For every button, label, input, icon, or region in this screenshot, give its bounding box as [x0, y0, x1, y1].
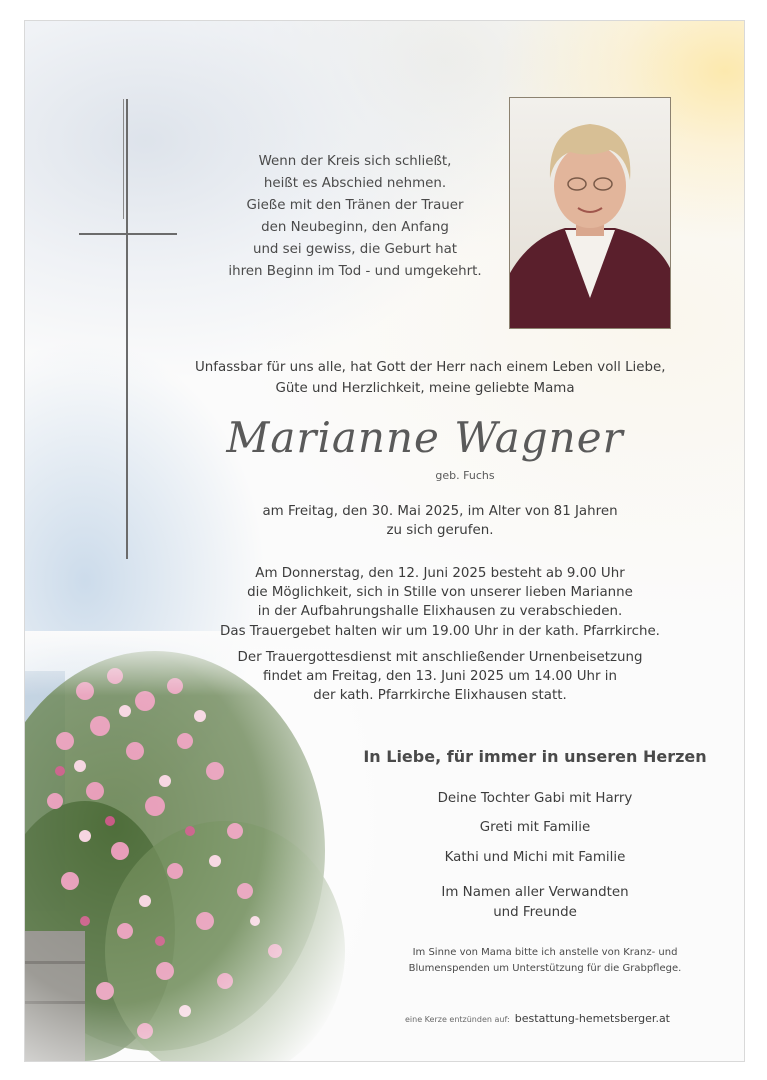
- funeral-line: findet am Freitag, den 13. Juni 2025 um 14.00 Uhr in: [263, 669, 617, 684]
- wake-line: Am Donnerstag, den 12. Juni 2025 besteht ab 9.00 Uhr: [255, 566, 625, 581]
- deceased-name: Marianne Wagner: [226, 413, 624, 462]
- funeral-info: [225, 648, 655, 705]
- mourner-line: Kathi und Michi mit Familie: [444, 850, 626, 865]
- obituary-card: [24, 20, 745, 1062]
- cross-crossbar: [79, 233, 177, 235]
- donation-note-line: Blumenspenden um Unterstützung für die Grabpflege.: [408, 963, 682, 974]
- intro-line: Unfassbar für uns alle, hat Gott der Herr nach einem Leben voll Liebe,: [195, 360, 666, 375]
- donation-note-line: Im Sinne von Mama bitte ich anstelle von Kranz- und: [412, 947, 678, 958]
- poem-line: ihren Beginn im Tod - und umgekehrt.: [228, 264, 482, 279]
- cross-shadow-line: [123, 99, 124, 219]
- poem-line: heißt es Abschied nehmen.: [263, 176, 447, 191]
- poem: [205, 151, 505, 283]
- maiden-name: geb. Fuchs: [435, 469, 495, 482]
- cross-icon: [126, 99, 128, 559]
- love-heading: In Liebe, für immer in unseren Herzen: [363, 747, 707, 766]
- portrait-photo: [509, 97, 671, 329]
- mourner-line: Greti mit Familie: [479, 820, 591, 835]
- mourner-line: Deine Tochter Gabi mit Harry: [437, 791, 633, 806]
- funeral-line: Der Trauergottesdienst mit anschließender Urnenbeisetzung: [237, 650, 643, 665]
- poem-line: den Neubeginn, den Anfang: [261, 220, 449, 235]
- portrait-icon: [510, 98, 670, 328]
- wake-line: Das Trauergebet halten wir um 19.00 Uhr in der kath. Pfarrkirche.: [220, 623, 660, 639]
- intro-text: [195, 357, 666, 399]
- relatives-line: und Freunde: [493, 905, 577, 920]
- wake-info: [215, 564, 665, 641]
- candle-text: eine Kerze entzünden auf:: [405, 1015, 510, 1024]
- donation-note: [385, 945, 705, 977]
- footer: [405, 1007, 705, 1026]
- death-notice-line: am Freitag, den 30. Mai 2025, im Alter von 81 Jahren: [262, 504, 618, 519]
- wake-line: in der Aufbahrungshalle Elixhausen zu verabschieden.: [257, 604, 623, 620]
- death-notice: [245, 502, 635, 540]
- wake-line: die Möglichkeit, sich in Stille von unserer lieben Marianne: [247, 585, 633, 601]
- intro-line: Güte und Herzlichkeit, meine geliebte Mama: [275, 381, 575, 396]
- website-link[interactable]: bestattung-hemetsberger.at: [514, 1012, 670, 1025]
- death-notice-line: zu sich gerufen.: [386, 523, 494, 538]
- poem-line: und sei gewiss, die Geburt hat: [252, 242, 458, 257]
- relatives-line: Im Namen aller Verwandten: [441, 885, 629, 900]
- funeral-line: der kath. Pfarrkirche Elixhausen statt.: [313, 688, 567, 703]
- relatives-text: [385, 883, 685, 923]
- poem-line: Gieße mit den Tränen der Trauer: [246, 198, 464, 213]
- poem-line: Wenn der Kreis sich schließt,: [258, 154, 452, 169]
